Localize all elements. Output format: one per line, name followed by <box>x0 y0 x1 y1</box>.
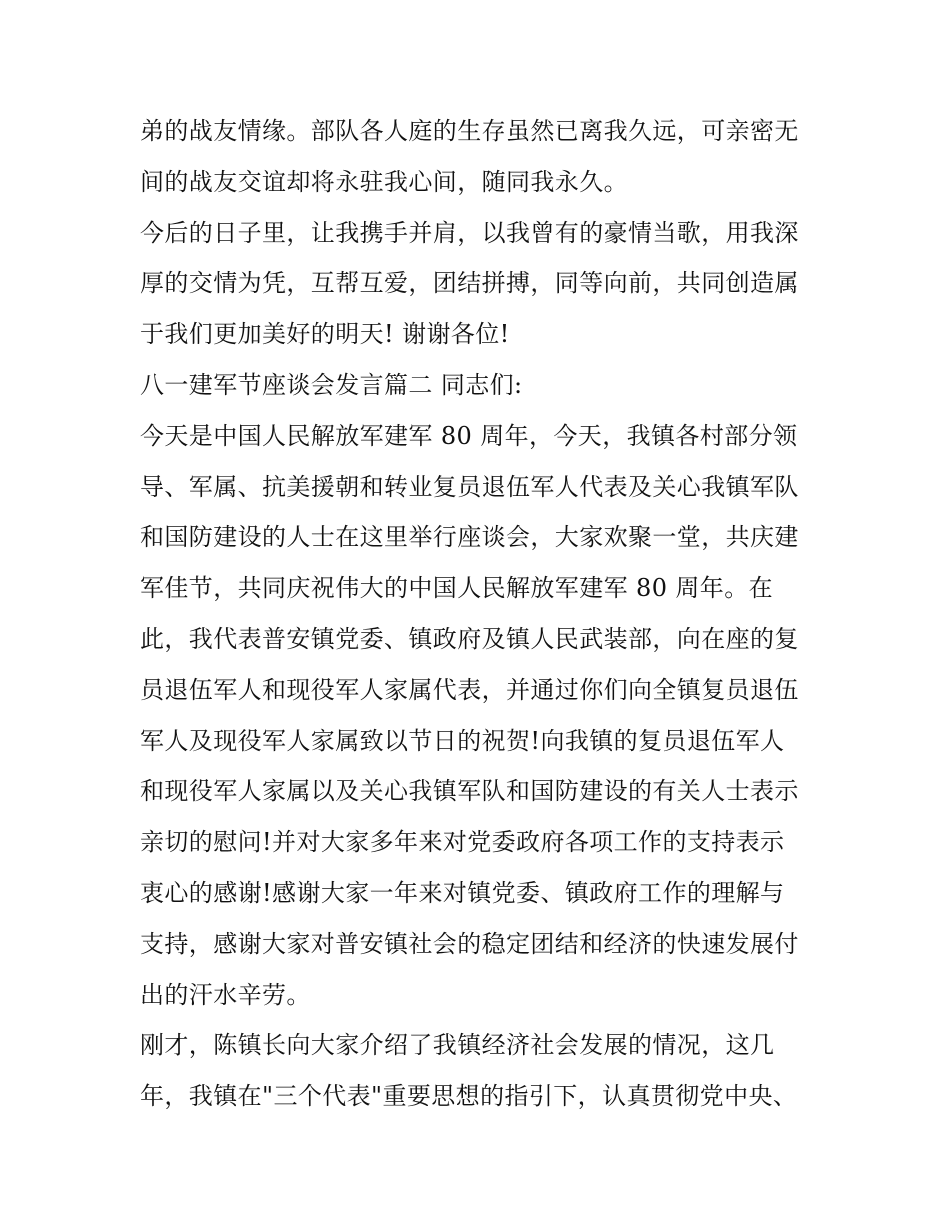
text-line: 亲切的慰问!并对大家多年来对党委政府各项工作的支持表示 <box>140 828 785 857</box>
text-line: 今天是中国人民解放军建军 80 周年，今天，我镇各村部分领 <box>140 421 798 450</box>
text-line: 年，我镇在"三个代表"重要思想的指引下，认真贯彻党中央、 <box>140 1082 798 1111</box>
text-line: 军人及现役军人家属致以节日的祝贺!向我镇的复员退伍军人 <box>140 726 785 755</box>
text-line: 导、军属、抗美援朝和转业复员退伍军人代表及关心我镇军队 <box>140 472 799 501</box>
text-line: 衷心的感谢!感谢大家一年来对镇党委、镇政府工作的理解与 <box>140 878 785 907</box>
section-heading: 八一建军节座谈会发言篇二 同志们: <box>140 370 523 399</box>
text-line: 刚才，陈镇长向大家介绍了我镇经济社会发展的情况，这几 <box>140 1031 775 1060</box>
document-body <box>140 106 820 1122</box>
text-line: 此，我代表普安镇党委、镇政府及镇人民武装部，向在座的复 <box>140 624 799 653</box>
text-line: 支持，感谢大家对普安镇社会的稳定团结和经济的快速发展付 <box>140 929 799 958</box>
text-line: 弟的战友情缘。部队各人庭的生存虽然已离我久远，可亲密无 <box>140 117 799 145</box>
text-line: 今后的日子里，让我携手并肩，以我曾有的豪情当歌，用我深 <box>140 218 799 247</box>
text-line: 军佳节，共同庆祝伟大的中国人民解放军建军 80 周年。在 <box>140 574 773 603</box>
text-line: 出的汗水辛劳。 <box>140 980 311 1009</box>
text-line: 厚的交情为凭，互帮互爱，团结拼搏，同等向前，共同创造属 <box>140 269 799 298</box>
text-line: 于我们更加美好的明天! 谢谢各位! <box>140 320 510 349</box>
text-line: 间的战友交谊却将永驻我心间，随同我永久。 <box>140 167 628 196</box>
text-line: 和现役军人家属以及关心我镇军队和国防建设的有关人士表示 <box>140 777 799 806</box>
text-line: 和国防建设的人士在这里举行座谈会，大家欢聚一堂，共庆建 <box>140 523 799 552</box>
text-line: 员退伍军人和现役军人家属代表，并通过你们向全镇复员退伍 <box>140 675 799 704</box>
